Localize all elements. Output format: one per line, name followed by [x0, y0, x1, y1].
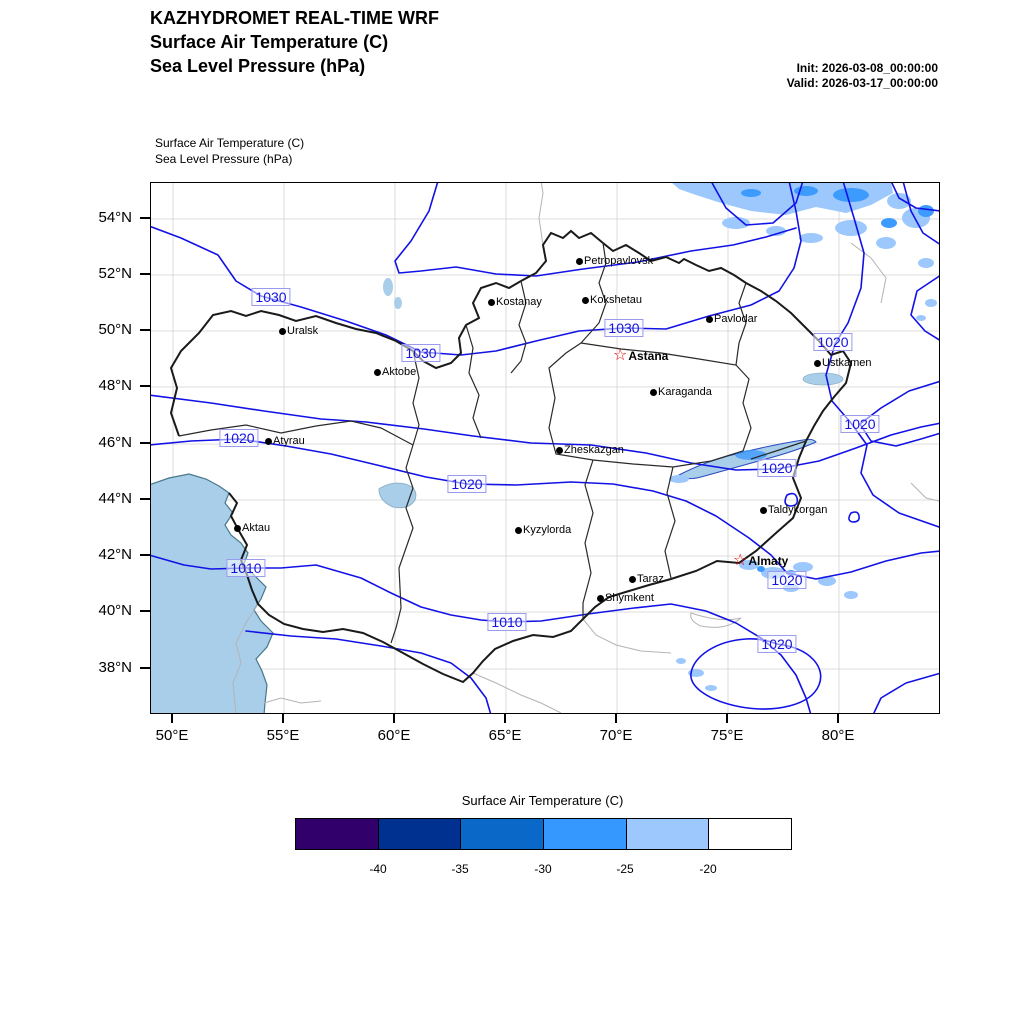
capital-star-icon: ☆ — [733, 552, 748, 569]
pressure-label: 1020 — [767, 571, 806, 589]
city-marker-dot — [374, 369, 381, 376]
city-label: Shymkent — [605, 592, 654, 604]
city-kokshetau — [582, 294, 642, 306]
report-title — [150, 6, 439, 78]
colorbar — [295, 818, 792, 850]
city-marker-dot — [556, 447, 563, 454]
lat-axis-label: 42°N — [98, 546, 132, 563]
subtitle-line-2: Sea Level Pressure (hPa) — [155, 152, 293, 166]
lat-tick — [140, 329, 150, 331]
lat-tick — [140, 610, 150, 612]
city-shymkent — [597, 592, 654, 604]
city-label: Kyzylorda — [523, 524, 572, 536]
city-marker-dot — [814, 360, 821, 367]
lat-tick — [140, 554, 150, 556]
city-label: Zheskazgan — [564, 444, 624, 456]
lat-axis-label: 50°N — [98, 321, 132, 338]
pressure-label: 1030 — [251, 288, 290, 306]
lat-tick — [140, 667, 150, 669]
colorbar-segment — [461, 819, 544, 849]
map-graphics — [151, 183, 939, 713]
colorbar-segment — [627, 819, 710, 849]
caspian-sea — [151, 474, 273, 713]
title-line-1: KAZHYDROMET REAL-TIME WRF — [150, 8, 439, 28]
run-times — [787, 61, 938, 91]
lat-axis-label: 44°N — [98, 490, 132, 507]
city-aktau — [234, 522, 270, 534]
lat-tick — [140, 442, 150, 444]
city-uralsk — [279, 325, 318, 337]
colorbar-segment — [379, 819, 462, 849]
city-marker-dot — [265, 438, 272, 445]
city-marker-dot — [597, 595, 604, 602]
city-label: Astana — [628, 349, 669, 363]
lon-axis-label: 80°E — [821, 727, 855, 744]
city-label: Aktau — [242, 522, 271, 534]
cold-shading — [669, 183, 937, 691]
pressure-label: 1030 — [401, 344, 440, 362]
city-karaganda — [650, 386, 712, 398]
colorbar-tick-label: -25 — [616, 862, 634, 876]
city-label: Taldykorgan — [768, 504, 828, 516]
city-taldykorgan — [760, 504, 827, 516]
city-petropavlovsk — [576, 255, 653, 267]
pressure-label: 1020 — [447, 475, 486, 493]
valid-time: Valid: 2026-03-17_00:00:00 — [786, 76, 938, 90]
lon-tick — [726, 713, 728, 723]
map-panel — [150, 182, 940, 714]
colorbar-segment — [296, 819, 379, 849]
lat-axis-label: 52°N — [98, 265, 132, 282]
pressure-label: 1030 — [604, 319, 643, 337]
city-label: Aktobe — [382, 366, 417, 378]
title-line-3: Sea Level Pressure (hPa) — [150, 56, 366, 76]
city-atyrau — [265, 435, 305, 447]
city-marker-dot — [650, 389, 657, 396]
pressure-label: 1010 — [226, 559, 265, 577]
city-marker-dot — [582, 297, 589, 304]
city-marker-dot — [279, 328, 286, 335]
lon-axis-label: 50°E — [155, 727, 189, 744]
city-marker-dot — [629, 576, 636, 583]
lon-tick — [171, 713, 173, 723]
lat-axis-label: 48°N — [98, 377, 132, 394]
lat-axis-label: 46°N — [98, 434, 132, 451]
lon-tick — [837, 713, 839, 723]
subtitle-line-1: Surface Air Temperature (C) — [155, 136, 305, 150]
city-almaty — [733, 554, 788, 568]
colorbar-tick-label: -35 — [451, 862, 469, 876]
lat-tick — [140, 273, 150, 275]
city-marker-dot — [488, 299, 495, 306]
init-time: Init: 2026-03-08_00:00:00 — [796, 61, 938, 75]
city-ustkamen — [814, 357, 872, 369]
pressure-label: 1010 — [487, 613, 526, 631]
pressure-label: 1020 — [840, 415, 879, 433]
pressure-label: 1020 — [219, 429, 258, 447]
map-subtitle — [155, 135, 304, 167]
lat-tick — [140, 217, 150, 219]
lon-tick — [393, 713, 395, 723]
lon-tick — [282, 713, 284, 723]
lon-axis-label: 55°E — [266, 727, 300, 744]
city-kyzylorda — [515, 524, 571, 536]
colorbar-segment — [544, 819, 627, 849]
lat-tick — [140, 385, 150, 387]
lon-axis-label: 70°E — [599, 727, 633, 744]
city-marker-dot — [760, 507, 767, 514]
city-label: Ustkamen — [822, 357, 872, 369]
capital-star-icon: ☆ — [613, 347, 628, 364]
lon-tick — [615, 713, 617, 723]
pressure-label: 1020 — [757, 459, 796, 477]
city-label: Kostanay — [496, 296, 542, 308]
city-marker-dot — [234, 525, 241, 532]
colorbar-tick-label: -30 — [534, 862, 552, 876]
city-marker-dot — [515, 527, 522, 534]
lat-axis-label: 40°N — [98, 602, 132, 619]
city-taraz — [629, 573, 664, 585]
lat-axis-label: 54°N — [98, 209, 132, 226]
city-label: Uralsk — [287, 325, 319, 337]
pressure-label: 1020 — [813, 333, 852, 351]
lon-tick — [504, 713, 506, 723]
city-marker-dot — [576, 258, 583, 265]
city-label: Atyrau — [273, 435, 305, 447]
city-kostanay — [488, 296, 542, 308]
colorbar-title: Surface Air Temperature (C) — [461, 793, 624, 808]
city-label: Pavlodar — [714, 313, 758, 325]
lat-tick — [140, 498, 150, 500]
lat-axis-label: 38°N — [98, 659, 132, 676]
colorbar-tick-label: -40 — [369, 862, 387, 876]
city-marker-dot — [706, 316, 713, 323]
city-zheskazgan — [556, 444, 624, 456]
city-pavlodar — [706, 313, 757, 325]
title-line-2: Surface Air Temperature (C) — [150, 32, 389, 52]
city-label: Taraz — [637, 573, 664, 585]
city-label: Karaganda — [658, 386, 712, 398]
city-label: Almaty — [748, 554, 789, 568]
pressure-label: 1020 — [757, 635, 796, 653]
city-label: Petropavlovsk — [584, 255, 654, 267]
city-astana — [613, 349, 668, 363]
lon-axis-label: 65°E — [488, 727, 522, 744]
colorbar-tick-label: -20 — [699, 862, 717, 876]
city-label: Kokshetau — [590, 294, 642, 306]
lon-axis-label: 60°E — [377, 727, 411, 744]
city-aktobe — [374, 366, 416, 378]
lon-axis-label: 75°E — [710, 727, 744, 744]
colorbar-segment — [709, 819, 791, 849]
